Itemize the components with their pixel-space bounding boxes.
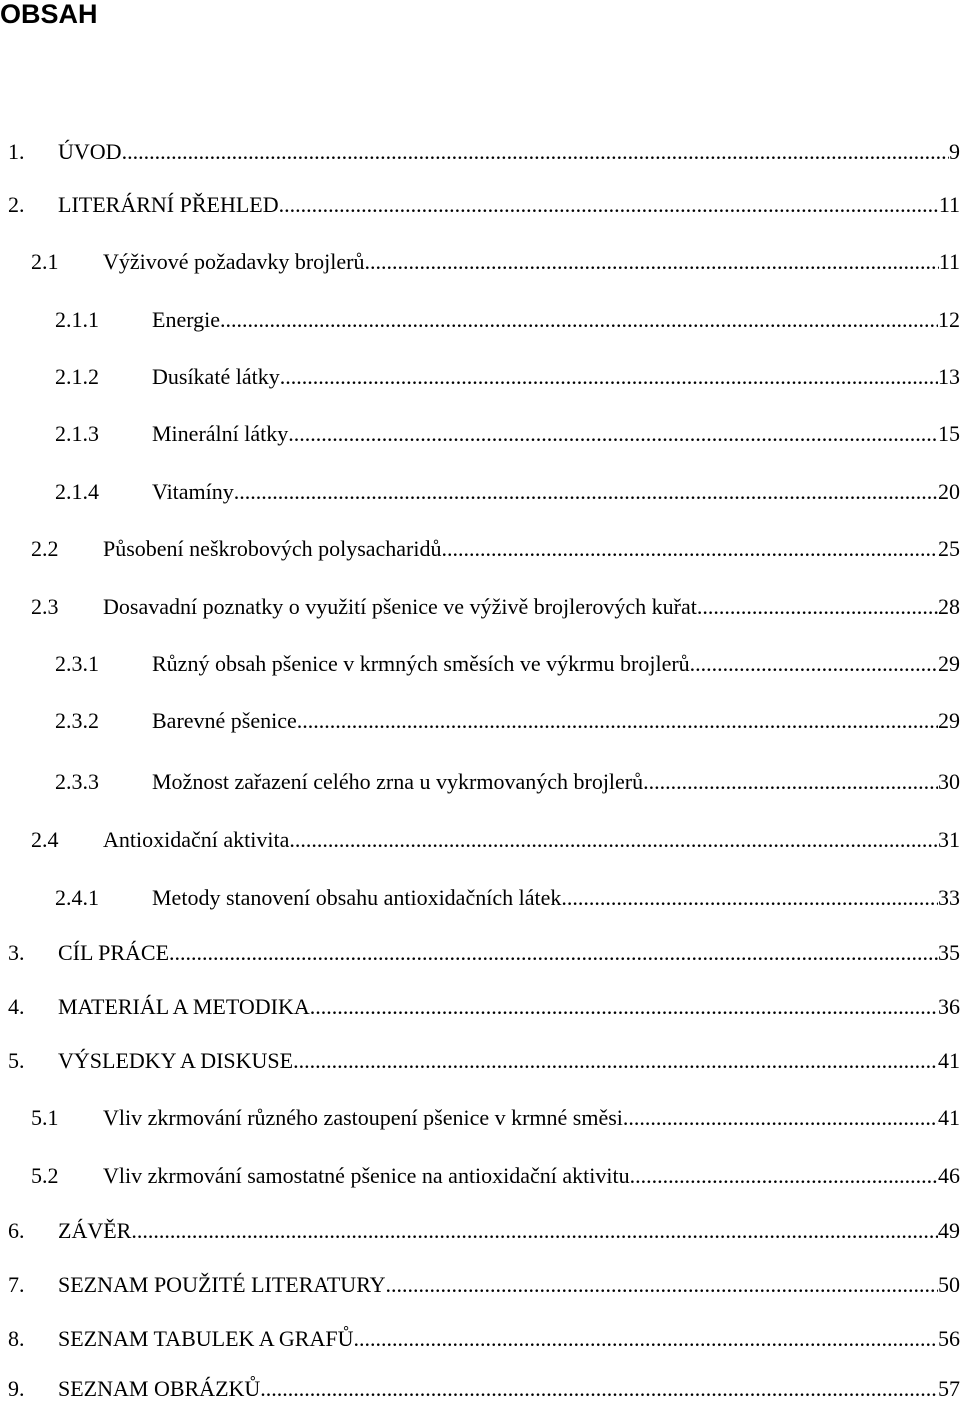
toc-label: Vliv zkrmování různého zastoupení pšenice v krmné směsi [103, 1105, 623, 1130]
dot-leader [386, 1270, 938, 1300]
toc-number: 2.1.1 [55, 307, 99, 332]
dot-leader [289, 825, 938, 855]
toc-page-number: 50 [938, 1272, 960, 1297]
toc-label: CÍL PRÁCE [58, 940, 170, 965]
toc-label: Energie [152, 307, 221, 332]
dot-leader [280, 362, 938, 392]
toc-label: Dusíkaté látky [152, 364, 280, 389]
toc-entry[interactable] [8, 1216, 960, 1246]
dot-leader [122, 137, 949, 167]
toc-page-number: 36 [938, 994, 960, 1019]
toc-number: 2.1.4 [55, 479, 99, 504]
toc-entry[interactable] [55, 419, 960, 449]
toc-page-number: 11 [938, 192, 960, 217]
toc-number: 8. [8, 1326, 25, 1351]
toc-entry[interactable] [31, 534, 960, 564]
toc-entry[interactable] [55, 362, 960, 392]
toc-entry[interactable] [55, 305, 960, 335]
toc-number: 4. [8, 994, 25, 1019]
toc-number: 5.1 [31, 1105, 59, 1130]
toc-number: 3. [8, 940, 25, 965]
toc-entry[interactable] [31, 592, 960, 622]
toc-page-number: 25 [938, 536, 960, 561]
toc-page-number: 9 [949, 139, 960, 164]
toc-page-number: 30 [938, 769, 960, 794]
toc-label: VÝSLEDKY A DISKUSE [58, 1048, 294, 1073]
dot-leader [630, 1161, 938, 1191]
dot-leader [297, 706, 938, 736]
toc-label: Dosavadní poznatky o využití pšenice ve výživě brojlerových kuřat [103, 594, 697, 619]
dot-leader [697, 592, 938, 622]
dot-leader [279, 190, 939, 220]
toc-page-number: 33 [938, 885, 960, 910]
toc-page-number: 56 [938, 1326, 960, 1351]
toc-number: 2.3 [31, 594, 59, 619]
toc-page-number: 12 [938, 307, 960, 332]
dot-leader [310, 992, 938, 1022]
toc-page-number: 57 [938, 1376, 960, 1401]
toc-number: 6. [8, 1218, 25, 1243]
toc-entry[interactable] [55, 477, 960, 507]
toc-page-number: 29 [938, 708, 960, 733]
toc-page-number: 46 [938, 1163, 960, 1188]
toc-number: 2.4.1 [55, 885, 99, 910]
toc-number: 2. [8, 192, 25, 217]
toc-entry[interactable] [8, 1374, 960, 1404]
toc-number: 2.1 [31, 249, 59, 274]
toc-number: 2.3.3 [55, 769, 99, 794]
toc-page-number: 41 [938, 1105, 960, 1130]
dot-leader [288, 419, 938, 449]
dot-leader [293, 1046, 938, 1076]
toc-page-number: 28 [938, 594, 960, 619]
toc-label: Antioxidační aktivita [103, 827, 290, 852]
toc-label: MATERIÁL A METODIKA [58, 994, 310, 1019]
toc-page-number: 29 [938, 651, 960, 676]
toc-number: 1. [8, 139, 25, 164]
toc-entry[interactable] [8, 1270, 960, 1300]
toc-label: Působení neškrobových polysacharidů [103, 536, 442, 561]
toc-entry[interactable] [31, 1103, 960, 1133]
toc-number: 2.3.2 [55, 708, 99, 733]
toc-page-number: 20 [938, 479, 960, 504]
dot-leader [260, 1374, 938, 1404]
dot-leader [234, 477, 938, 507]
toc-entry[interactable] [8, 190, 960, 220]
dot-leader [623, 1103, 938, 1133]
dot-leader [561, 883, 938, 913]
toc-label: LITERÁRNÍ PŘEHLED [58, 192, 279, 217]
toc-label: SEZNAM TABULEK A GRAFŮ [58, 1326, 354, 1351]
toc-entry[interactable] [31, 247, 960, 277]
toc-number: 2.2 [31, 536, 59, 561]
toc-page-number: 11 [938, 249, 960, 274]
toc-entry[interactable] [8, 137, 960, 167]
dot-leader [364, 247, 938, 277]
toc-entry[interactable] [8, 938, 960, 968]
toc-page-number: 13 [938, 364, 960, 389]
toc-label: ZÁVĚR [58, 1218, 132, 1243]
toc-label: Barevné pšenice [152, 708, 297, 733]
toc-page-number: 41 [938, 1048, 960, 1073]
toc-entry[interactable] [31, 825, 960, 855]
toc-label: Možnost zařazení celého zrna u vykrmovaných brojlerů [152, 769, 644, 794]
toc-label: Různý obsah pšenice v krmných směsích ve výkrmu brojlerů [152, 651, 690, 676]
toc-number: 2.4 [31, 827, 59, 852]
toc-entry[interactable] [8, 992, 960, 1022]
toc-label: SEZNAM POUŽITÉ LITERATURY [58, 1272, 386, 1297]
dot-leader [643, 767, 938, 797]
toc-label: ÚVOD [58, 139, 122, 164]
dot-leader [690, 649, 938, 679]
toc-label: Výživové požadavky brojlerů [103, 249, 365, 274]
toc-label: SEZNAM OBRÁZKŮ [58, 1376, 261, 1401]
toc-number: 5.2 [31, 1163, 59, 1188]
toc-entry[interactable] [8, 1324, 960, 1354]
toc-page-number: 35 [938, 940, 960, 965]
dot-leader [353, 1324, 938, 1354]
toc-entry[interactable] [55, 649, 960, 679]
toc-entry[interactable] [8, 1046, 960, 1076]
toc-number: 2.3.1 [55, 651, 99, 676]
dot-leader [131, 1216, 938, 1246]
toc-entry[interactable] [55, 706, 960, 736]
toc-label: Vliv zkrmování samostatné pšenice na antioxidační aktivitu [103, 1163, 630, 1188]
toc-number: 2.1.3 [55, 421, 99, 446]
toc-entry[interactable] [31, 1161, 960, 1191]
toc-number: 5. [8, 1048, 25, 1073]
toc-label: Vitamíny [152, 479, 234, 504]
toc-label: Minerální látky [152, 421, 289, 446]
toc-entry[interactable] [55, 767, 960, 797]
toc-number: 7. [8, 1272, 25, 1297]
page-title: OBSAH [0, 0, 98, 29]
toc-page-number: 15 [938, 421, 960, 446]
toc-page-number: 49 [938, 1218, 960, 1243]
toc-number: 9. [8, 1376, 25, 1401]
toc-page-number: 31 [938, 827, 960, 852]
dot-leader [220, 305, 938, 335]
toc-number: 2.1.2 [55, 364, 99, 389]
toc-entry[interactable] [55, 883, 960, 913]
toc-label: Metody stanovení obsahu antioxidačních látek [152, 885, 562, 910]
dot-leader [169, 938, 938, 968]
dot-leader [442, 534, 939, 564]
